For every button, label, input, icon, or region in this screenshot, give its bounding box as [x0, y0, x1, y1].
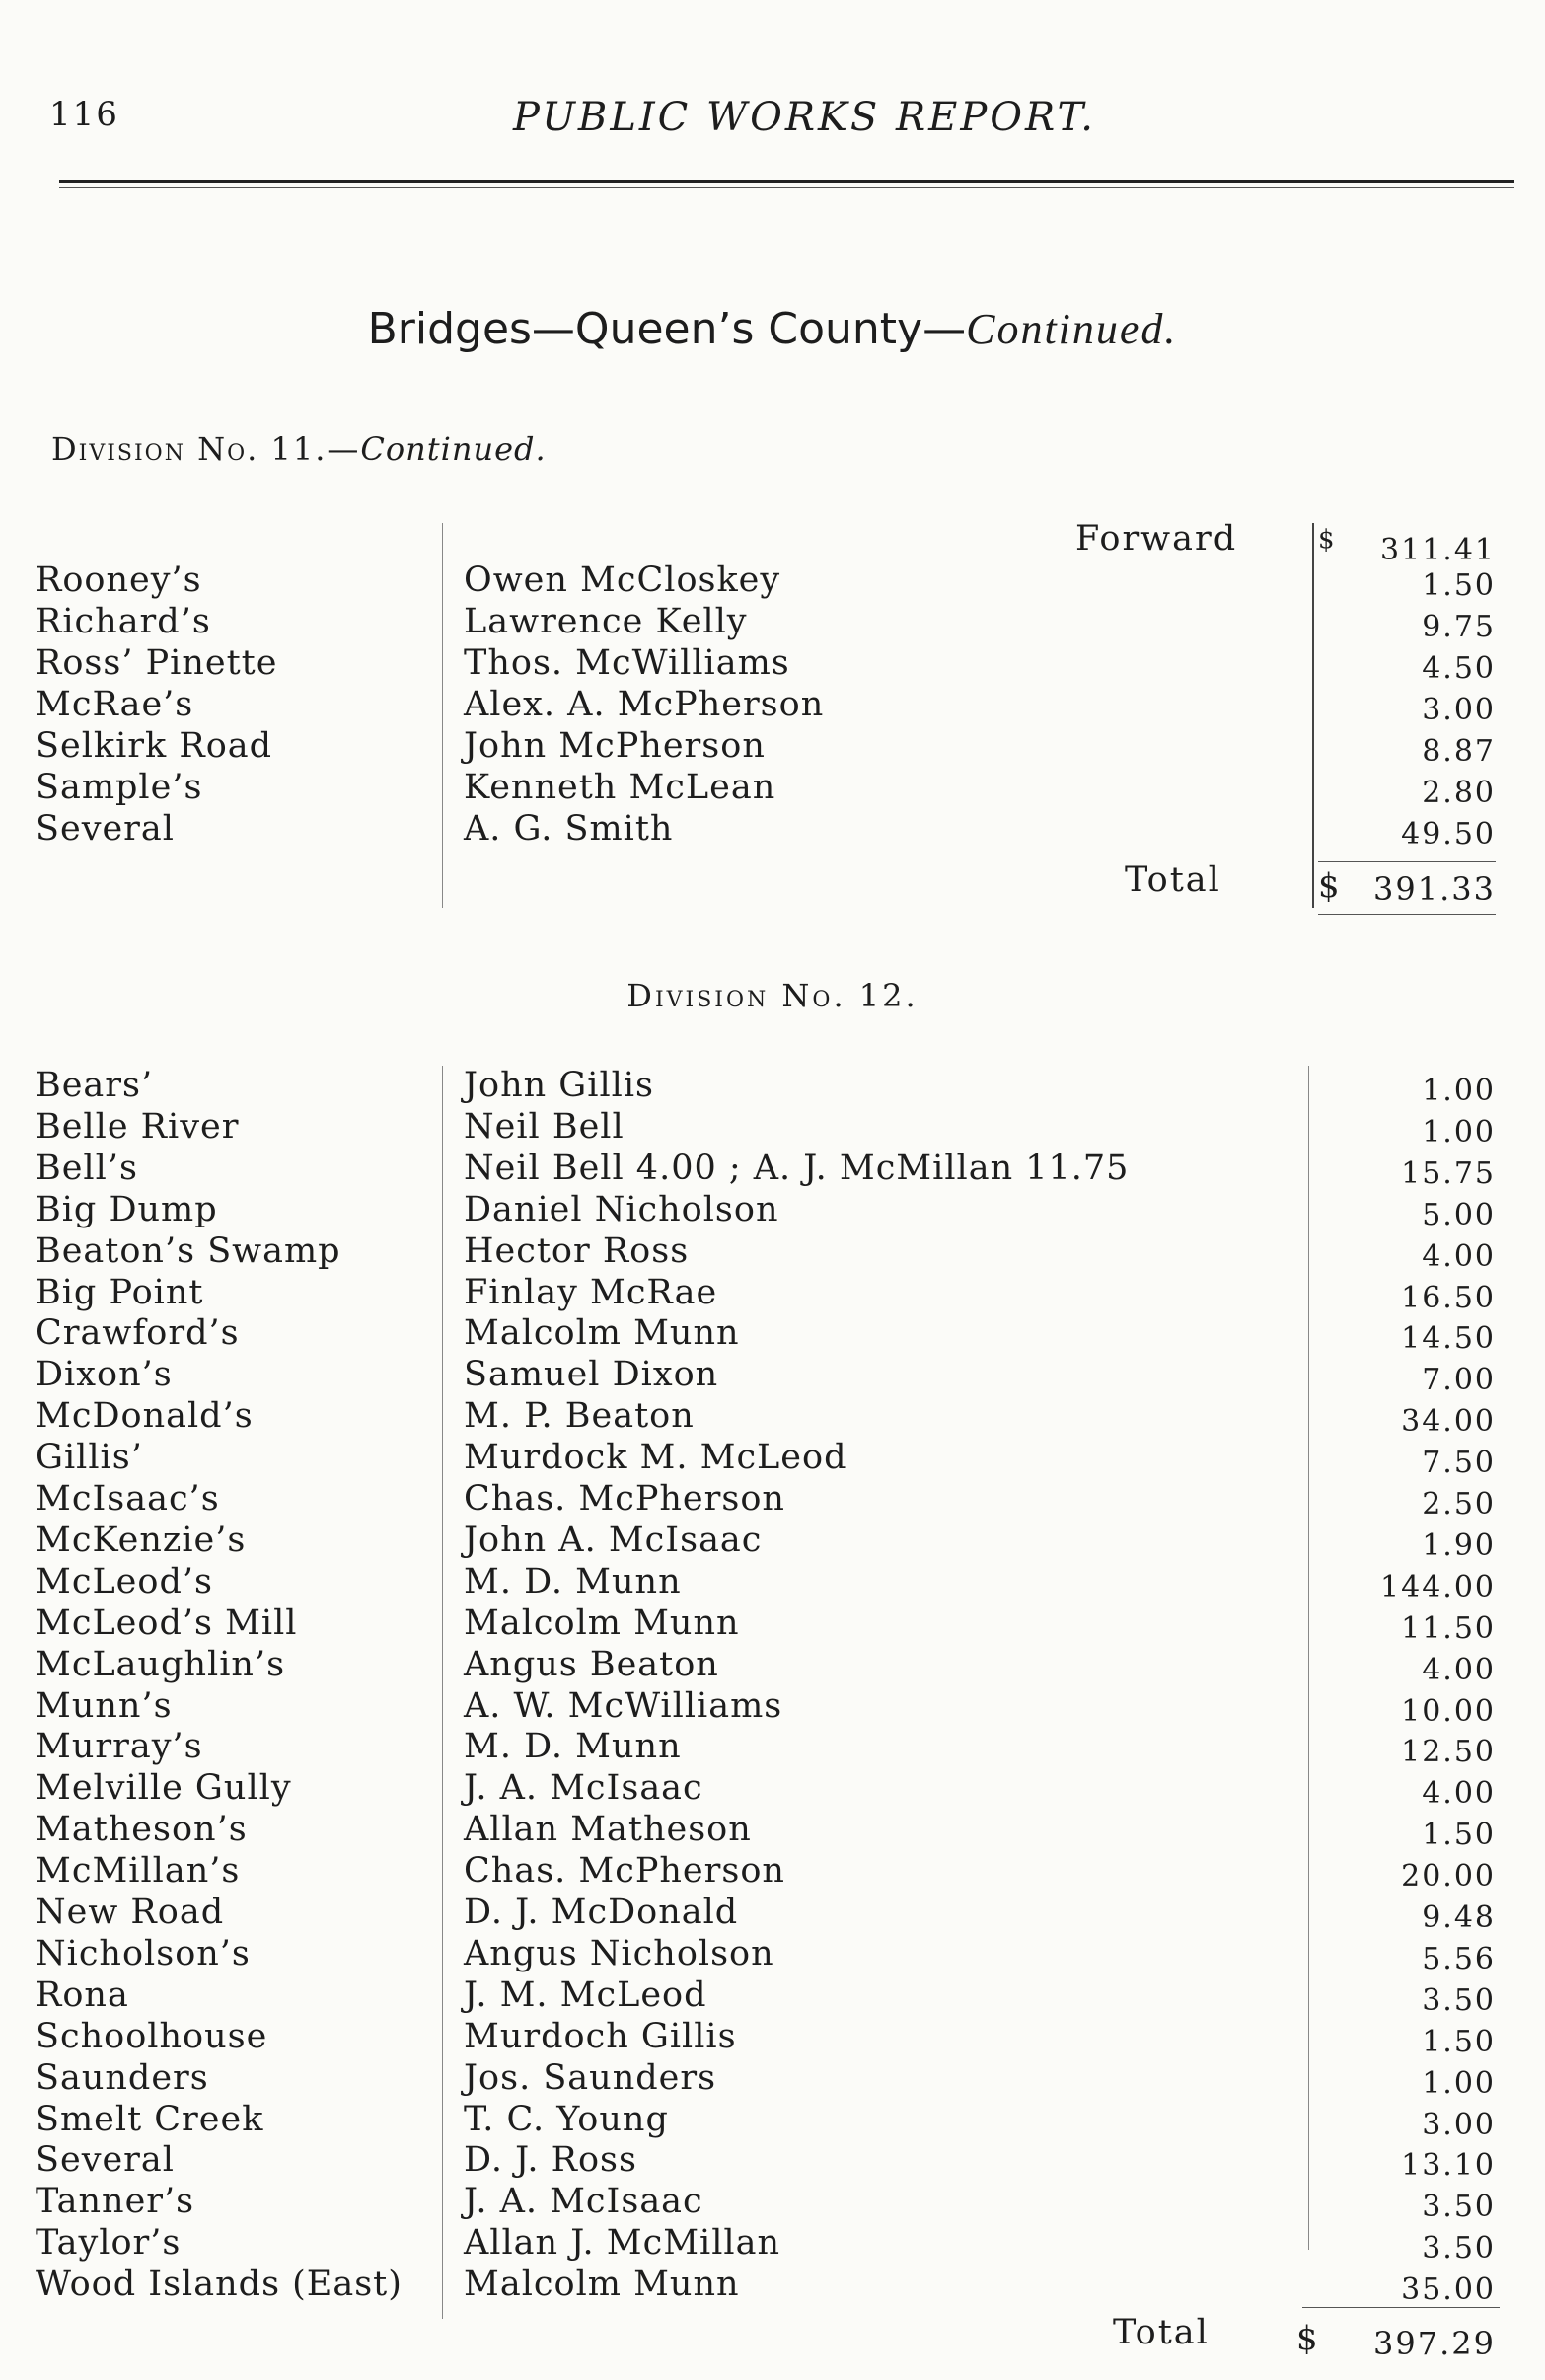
amount-value: 10.00 — [1401, 1693, 1496, 1729]
table-row — [0, 1562, 1545, 1603]
header-rule-thin — [59, 187, 1514, 188]
person-name: Angus Beaton — [464, 1644, 719, 1684]
person-name: Allan Matheson — [464, 1810, 752, 1850]
amount-value: 34.00 — [1401, 1404, 1496, 1440]
amount-value: 1.00 — [1422, 1074, 1496, 1108]
forward-label: Forward — [1075, 519, 1238, 558]
table-row — [0, 1107, 1545, 1149]
table-row — [0, 1438, 1545, 1479]
table-row — [0, 2223, 1545, 2265]
person-name: J. M. McLeod — [464, 1974, 707, 2015]
section-title-main: Bridges—Queen’s County— — [367, 304, 967, 354]
person-name: D. J. McDonald — [464, 1893, 739, 1932]
person-name: J. A. McIsaac — [464, 1768, 703, 1809]
amount-value: 3.00 — [1422, 2107, 1496, 2142]
person-name: T. C. Young — [464, 2099, 669, 2139]
person-name: Malcolm Munn — [464, 2265, 740, 2305]
total-rule — [1302, 2307, 1500, 2308]
column-divider — [442, 523, 443, 908]
place-name: McKenzie’s — [36, 1520, 247, 1560]
table-row — [0, 2265, 1545, 2306]
place-name: McDonald’s — [36, 1396, 254, 1437]
amount-value: 20.00 — [1401, 1859, 1496, 1895]
table-row — [0, 1768, 1545, 1810]
total-rule — [1318, 914, 1496, 915]
place-name: Gillis’ — [36, 1438, 143, 1478]
section-title-continued: Continued. — [966, 305, 1178, 353]
division-12-heading — [0, 977, 1545, 1014]
table-row — [0, 2100, 1545, 2141]
amount-value: 1.50 — [1422, 1818, 1496, 1853]
person-name: Samuel Dixon — [464, 1355, 719, 1395]
person-name: M. P. Beaton — [464, 1396, 695, 1437]
person-name: M. D. Munn — [464, 1561, 682, 1601]
person-name: Allan J. McMillan — [464, 2223, 781, 2264]
division-12-total-label: Total — [1113, 2313, 1210, 2352]
person-name: A. W. McWilliams — [464, 1685, 783, 1726]
place-name: New Road — [36, 1893, 225, 1932]
amount-value: 12.50 — [1401, 1735, 1496, 1770]
person-name: Neil Bell — [464, 1106, 625, 1147]
place-name: Several — [36, 809, 175, 849]
table-row — [0, 1479, 1545, 1521]
place-name: Big Point — [36, 1272, 204, 1312]
amount-value: 11.50 — [1401, 1610, 1496, 1646]
place-name: McIsaac’s — [36, 1479, 220, 1519]
amount-value: 9.48 — [1422, 1900, 1496, 1935]
column-divider — [442, 1066, 443, 2319]
place-name: McRae’s — [36, 685, 194, 724]
table-row — [0, 1975, 1545, 2017]
forward-amount: 311.41 — [1380, 533, 1496, 567]
place-name: McLeod’s Mill — [36, 1602, 298, 1643]
amount-value: 5.00 — [1422, 1197, 1496, 1232]
place-name: Several — [36, 2140, 175, 2181]
place-name: Bell’s — [36, 1148, 138, 1188]
division-11-total-amount: 391.33 — [1373, 870, 1496, 908]
table-row — [0, 1810, 1545, 1851]
person-name: John Gillis — [464, 1066, 655, 1105]
header-rule — [59, 180, 1514, 183]
division-11-total-label: Total — [1125, 860, 1221, 900]
table-row — [0, 1273, 1545, 1314]
division-11-total-currency: $ — [1318, 866, 1340, 906]
amount-value: 35.00 — [1401, 2272, 1496, 2308]
place-name: Beaton’s Swamp — [36, 1230, 341, 1271]
place-name: Dixon’s — [36, 1355, 173, 1395]
place-name: Selkirk Road — [36, 726, 273, 766]
amount-value: 2.50 — [1422, 1487, 1496, 1522]
place-name: Schoolhouse — [36, 2016, 268, 2056]
person-name: John McPherson — [464, 726, 766, 766]
person-name: J. A. McIsaac — [464, 2182, 703, 2222]
person-name: Chas. McPherson — [464, 1851, 785, 1892]
table-row — [0, 2140, 1545, 2182]
amount-value: 144.00 — [1380, 1569, 1496, 1604]
place-name: McLaughlin’s — [36, 1644, 286, 1684]
person-name: Daniel Nicholson — [464, 1189, 779, 1229]
table-row — [0, 1727, 1545, 1768]
amount-value: 4.00 — [1422, 1238, 1496, 1274]
amount-value: 4.00 — [1422, 1652, 1496, 1687]
person-name: Owen McCloskey — [464, 560, 781, 600]
amount-value: 4.50 — [1422, 651, 1496, 686]
person-name: Neil Bell 4.00 ; A. J. McMillan 11.75 — [464, 1148, 1130, 1188]
amount-value: 3.00 — [1422, 693, 1496, 727]
section-title — [0, 304, 1545, 354]
amount-column-divider — [1312, 523, 1314, 908]
person-name: Lawrence Kelly — [464, 602, 748, 641]
division-11-heading-text: Division No. 11.— — [51, 430, 361, 468]
amount-value: 3.50 — [1422, 2190, 1496, 2225]
division-12-heading-text: Division No. 12. — [626, 977, 919, 1014]
person-name: Thos. McWilliams — [464, 643, 790, 683]
amount-value: 49.50 — [1401, 817, 1496, 852]
table-row — [0, 1066, 1545, 1107]
person-name: Angus Nicholson — [464, 1933, 774, 1973]
division-11-heading-continued: Continued. — [360, 430, 547, 468]
amount-value: 1.50 — [1422, 568, 1496, 603]
place-name: McMillan’s — [36, 1851, 241, 1892]
page-number: 116 — [49, 95, 119, 134]
amount-value: 1.00 — [1422, 1114, 1496, 1150]
place-name: Matheson’s — [36, 1810, 248, 1850]
amount-value: 8.87 — [1422, 734, 1496, 769]
table-row — [0, 1934, 1545, 1975]
person-name: A. G. Smith — [464, 809, 674, 849]
table-row — [0, 1231, 1545, 1273]
place-name: Richard’s — [36, 602, 211, 641]
place-name: Nicholson’s — [36, 1933, 251, 1973]
place-name: Ross’ Pinette — [36, 643, 278, 683]
division-11-heading — [51, 430, 547, 468]
person-name: Jos. Saunders — [464, 2057, 717, 2098]
table-row — [0, 1603, 1545, 1645]
place-name: Smelt Creek — [36, 2099, 264, 2139]
place-name: Sample’s — [36, 768, 203, 807]
place-name: Taylor’s — [36, 2223, 182, 2264]
place-name: Bears’ — [36, 1066, 154, 1105]
table-row — [0, 2182, 1545, 2223]
amount-value: 4.00 — [1422, 1776, 1496, 1812]
amount-column-divider — [1308, 1066, 1309, 2250]
amount-value: 1.50 — [1422, 2024, 1496, 2059]
place-name: Murray’s — [36, 1727, 203, 1767]
person-name: D. J. Ross — [464, 2140, 637, 2181]
person-name: Chas. McPherson — [464, 1479, 785, 1519]
table-row — [0, 1893, 1545, 1934]
division-12-total-amount: 397.29 — [1373, 2325, 1496, 2362]
amount-value: 7.00 — [1422, 1363, 1496, 1398]
place-name: Melville Gully — [36, 1768, 292, 1809]
table-row — [0, 1851, 1545, 1893]
amount-value: 14.50 — [1401, 1321, 1496, 1357]
division-12-total-currency: $ — [1296, 2319, 1318, 2358]
person-name: Finlay McRae — [464, 1272, 718, 1312]
person-name: Murdoch Gillis — [464, 2016, 737, 2056]
table-row — [0, 1355, 1545, 1396]
total-rule — [1318, 861, 1496, 862]
running-title: PUBLIC WORKS REPORT. — [513, 95, 1096, 140]
amount-value: 13.10 — [1401, 2148, 1496, 2184]
amount-value: 3.50 — [1422, 1982, 1496, 2018]
place-name: Munn’s — [36, 1685, 173, 1726]
amount-value: 16.50 — [1401, 1280, 1496, 1315]
person-name: Kenneth McLean — [464, 768, 776, 807]
table-row — [0, 1521, 1545, 1562]
table-row — [0, 1149, 1545, 1190]
place-name: Rona — [36, 1974, 129, 2015]
table-row — [0, 1190, 1545, 1231]
forward-currency: $ — [1318, 525, 1335, 555]
amount-value: 9.75 — [1422, 610, 1496, 644]
person-name: Murdock M. McLeod — [464, 1438, 847, 1478]
page-header — [0, 95, 1545, 154]
person-name: Malcolm Munn — [464, 1313, 740, 1354]
table-row — [0, 2017, 1545, 2058]
table-row — [0, 1645, 1545, 1686]
person-name: John A. McIsaac — [464, 1520, 763, 1560]
place-name: Belle River — [36, 1106, 240, 1147]
table-row — [0, 2058, 1545, 2100]
place-name: Big Dump — [36, 1189, 218, 1229]
place-name: Wood Islands (East) — [36, 2265, 403, 2305]
place-name: Rooney’s — [36, 560, 202, 600]
person-name: Malcolm Munn — [464, 1602, 740, 1643]
place-name: Crawford’s — [36, 1313, 240, 1354]
amount-value: 3.50 — [1422, 2231, 1496, 2267]
amount-value: 5.56 — [1422, 1941, 1496, 1976]
amount-value: 2.80 — [1422, 776, 1496, 810]
table-row — [0, 1396, 1545, 1438]
place-name: Tanner’s — [36, 2182, 195, 2222]
person-name: M. D. Munn — [464, 1727, 682, 1767]
amount-value: 1.00 — [1422, 2065, 1496, 2101]
amount-value: 15.75 — [1401, 1155, 1496, 1191]
amount-value: 7.50 — [1422, 1446, 1496, 1481]
person-name: Hector Ross — [464, 1230, 690, 1271]
amount-value: 1.90 — [1422, 1527, 1496, 1563]
person-name: Alex. A. McPherson — [464, 685, 825, 724]
table-row — [0, 1313, 1545, 1355]
place-name: Saunders — [36, 2057, 209, 2098]
place-name: McLeod’s — [36, 1561, 213, 1601]
table-row — [0, 1686, 1545, 1728]
